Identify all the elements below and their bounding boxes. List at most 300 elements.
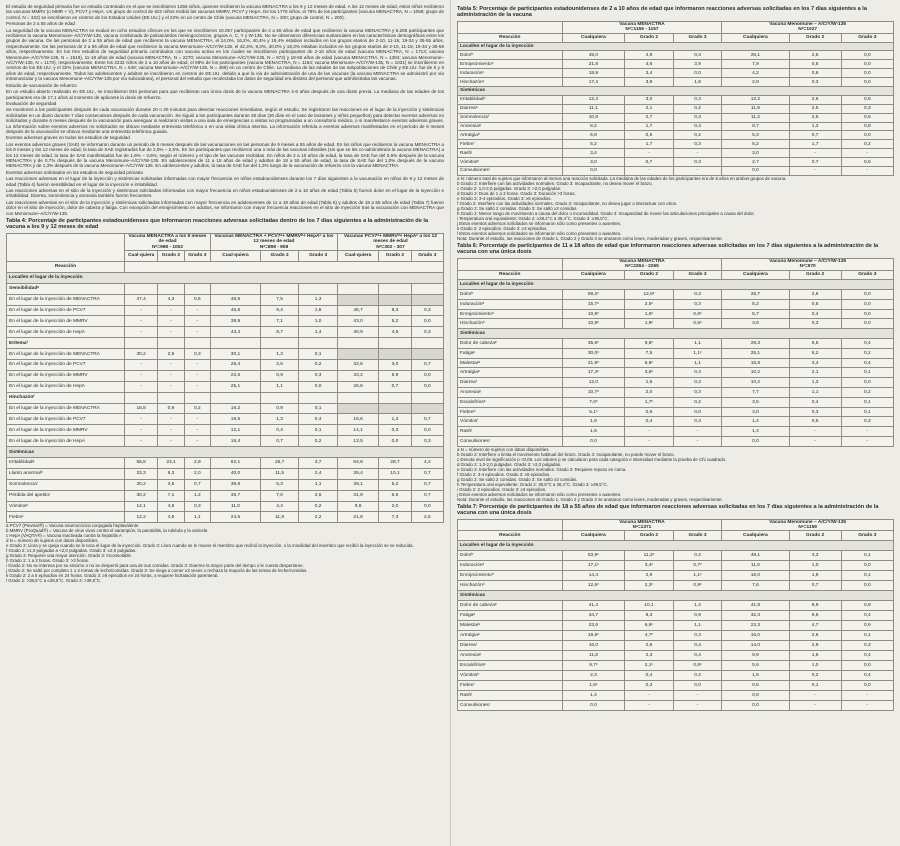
table-cell: 11,1: [562, 104, 625, 113]
row-label: Hinchazónᶜ: [458, 78, 563, 87]
table-row: [458, 611, 894, 621]
table-cell: 0,0: [841, 681, 893, 691]
table-cell: 39,4: [337, 468, 378, 479]
footnote: Nota: Durante el estudio, las reacciones de Grado 1, Grado 2 y Grado 3 se anotaron como leves, moderadas y graves, respectivamente.: [457, 496, 723, 502]
row-label: Artralgiaʰ: [458, 131, 563, 140]
table-cell: 0,2: [673, 551, 722, 561]
table-cell: [411, 349, 443, 360]
table-cell: 16,6: [337, 414, 378, 425]
table-cell: 6,2: [789, 348, 841, 358]
footnote: h Temperatura oral equivalente; Grado 2: 38,5°C a 38,4°C. Grado 3: ≥39,5°C.: [457, 481, 608, 487]
row-label: Convulsionesʲ: [458, 701, 563, 711]
t6-blank-head: [458, 258, 563, 270]
table-cell: -: [625, 691, 674, 701]
table-cell: 3,0: [722, 149, 789, 158]
table-cell: 21,8: [337, 512, 378, 523]
table-cell: 4,6: [379, 327, 411, 338]
table-cell: 0,4: [841, 339, 893, 349]
table-row: [7, 490, 444, 501]
table-cell: 8,7: [260, 327, 299, 338]
t6-groupB-head: [722, 258, 894, 270]
col-grade2: Grado 2: [789, 270, 841, 280]
section-label: Sistémicas: [458, 86, 894, 95]
t4-blank: [124, 261, 443, 272]
table-cell: 16,8: [124, 403, 157, 414]
table5-notes: [457, 176, 894, 241]
table-cell: 2,6: [625, 641, 674, 651]
table-cell: -: [841, 166, 893, 175]
table-cell: 26,6: [337, 381, 378, 392]
table-cell: 30,1: [211, 349, 261, 360]
table-cell: 10,1: [379, 468, 411, 479]
table-row: [7, 283, 444, 294]
row-label: En el lugar de la inyección de PCV7: [7, 359, 125, 370]
table-cell: 0,8: [722, 691, 789, 701]
table-cell: 9,8: [337, 501, 378, 512]
table-row: [458, 691, 894, 701]
row-label: En el lugar de la inyección de HepA: [7, 381, 125, 392]
table-row: [458, 104, 894, 113]
row-label: Induraciónᵈ: [458, 561, 563, 571]
table-cell: 25,7: [260, 457, 299, 468]
table-row: [7, 457, 444, 468]
table-cell: 0,6: [841, 95, 893, 104]
table-cell: -: [158, 414, 184, 425]
row-label: Irritabilidadᵍ: [7, 457, 125, 468]
table-cell: [158, 338, 184, 349]
col-grade3: Grado 3: [184, 251, 210, 262]
row-label: Fiebreⁱ: [458, 681, 563, 691]
t6-groupA-head: [562, 258, 722, 270]
table-cell: 1,5ᶜ: [562, 681, 625, 691]
table-cell: 1,6: [562, 427, 625, 437]
table-row: [7, 338, 444, 349]
table-cell: 33,2: [337, 370, 378, 381]
table-cell: 7,7: [722, 388, 789, 398]
table-cell: 4,2: [411, 457, 443, 468]
table-cell: -: [625, 701, 674, 711]
footnote: c Grado 2: 1,0-2,0 pulgadas. Grado 3: >2,0 pulgadas.: [457, 185, 562, 191]
table-cell: 38,9: [211, 316, 261, 327]
table-cell: 2,5: [789, 51, 841, 60]
col-any: Cualquiera: [562, 531, 625, 541]
table-cell: -: [124, 316, 157, 327]
table-cell: 35,7: [211, 490, 261, 501]
footnote: d Grado 2: Dura de 1 a 3 horas. Grado 3: Duración >3 horas.: [457, 190, 576, 196]
table-cell: 19,5: [211, 414, 261, 425]
table-cell: 45,7: [337, 305, 378, 316]
table-cell: 7,5: [260, 294, 299, 305]
table-cell: 0,3: [789, 319, 841, 329]
footnote: l Estos eventos adversos solicitados se informaron sólo como presentes o ausentes.: [457, 230, 622, 236]
table-cell: 0,0: [722, 701, 789, 711]
table-cell: 0,7: [789, 158, 841, 167]
table-cell: 8,3: [379, 305, 411, 316]
table-row: [7, 381, 444, 392]
table7: [457, 519, 894, 712]
table-cell: 4,4: [260, 501, 299, 512]
table-cell: 3,0: [562, 158, 625, 167]
row-label: Hinchazónᶠ: [7, 392, 125, 403]
table-cell: [379, 294, 411, 305]
col-grade3: Grado 3: [673, 270, 722, 280]
row-label: Sensibilidadᵉ: [7, 283, 125, 294]
table-cell: -: [625, 166, 674, 175]
row-label: Anorexiaᵍ: [458, 388, 563, 398]
table-cell: 0,2: [841, 388, 893, 398]
table-cell: 1,1: [789, 388, 841, 398]
table-cell: 0,0: [379, 436, 411, 447]
table-cell: 0,0: [841, 309, 893, 319]
table-cell: 4,3: [158, 294, 184, 305]
table-row: [458, 661, 894, 671]
intro-paragraph: Los eventos adversos graves (SAE) se informaron durante un periodo de 6 meses después de las vacunaciones en las personas de 9 meses a 55 años de edad. En los niños que recibieron la vacuna MENACTRA a los 9 meses y los 12 meses de edad, la tasa de SAE registrados fue de 2,0% – 2,5%. En los participantes que recibieron una o más de las vacunas infantiles (sin que se les co-administrara la vacuna MENACTRA) a los 12 meses de edad, la tasa de SAE manifestados fue de 1,6% – 3,6%, según el número y el tipo de las vacunas recibidas. En niños de 2 a 10 años de edad, la tasa de SAE fue del 0,6% después de la vacuna MENACTRA y de 0,7% después de la vacuna Menomune–A/C/Y/W-135. En adolescentes de 11 a 18 años de edad y adultos de 18 a 55 años de edad, la tasa de SAE fue del 1,0% después de la vacuna MENACTRA y de 1,3% después de la vacuna Menomune–A/C/Y/W-135. En adolescentes y adultos, la tasa de SAE fue del 1,3% luego de la vacunación de refuerzo con la vacuna MENACTRA.: [6, 141, 444, 169]
table-cell: 45,6: [211, 305, 261, 316]
table-row: [458, 397, 894, 407]
row-label: Dolorᵇ: [458, 290, 563, 300]
table-row: [7, 425, 444, 436]
row-label: Rashʲ: [458, 149, 563, 158]
col-any: Cual-quiera: [211, 251, 261, 262]
col-any: Cualquiera: [722, 531, 789, 541]
table-cell: 48,1: [722, 551, 789, 561]
table-cell: -: [184, 305, 210, 316]
table-row: [458, 60, 894, 69]
table-cell: 0,6: [625, 407, 674, 417]
table-cell: 2,0: [625, 388, 674, 398]
t7-groupB-n: Nᵃ=1159: [798, 525, 817, 531]
table-cell: 0,2: [184, 403, 210, 414]
table-cell: 1,7: [625, 122, 674, 131]
row-label: Vómitosᵏ: [7, 501, 125, 512]
table-row: [458, 299, 894, 309]
t4-blank-head: [7, 233, 125, 261]
table-cell: 2,5ᶜ: [625, 299, 674, 309]
table-row: [458, 309, 894, 319]
table-cell: -: [673, 427, 722, 437]
table-cell: [184, 392, 210, 403]
table-cell: 22,3: [722, 621, 789, 631]
table-cell: 0,4: [625, 671, 674, 681]
table-row: [458, 388, 894, 398]
footnote: i Temperatura oral equivalente; Grado 2: ≥38,4°C a 39,4°C. Grado 3: ≥39,5°C.: [457, 215, 609, 221]
table-row: [458, 158, 894, 167]
table-cell: 31,9: [337, 490, 378, 501]
table-cell: 3,6: [722, 319, 789, 329]
table-cell: 0,3: [673, 158, 722, 167]
table-cell: 4,7: [789, 621, 841, 631]
table-cell: 0,1: [299, 403, 338, 414]
table-cell: 12,1: [211, 425, 261, 436]
table-cell: [211, 392, 261, 403]
t5-blank-head: [458, 21, 563, 33]
table-cell: [379, 338, 411, 349]
table-cell: 14,1: [124, 501, 157, 512]
table-cell: 0,1: [841, 368, 893, 378]
table-cell: 8,7: [722, 122, 789, 131]
table-cell: 0,0: [841, 69, 893, 78]
col-any: Cualquiera: [722, 33, 789, 42]
col-grade2: Grado 2: [625, 531, 674, 541]
table-cell: 0,0: [673, 69, 722, 78]
t7-groupB: Vacuna Menomune – A/C/Y/W-135: [769, 519, 847, 525]
table-cell: 41,4: [562, 601, 625, 611]
intro-text: [6, 4, 444, 216]
table5-title: Tabla 5: Porcentaje de participantes estadounidenses de 2 a 10 años de edad que informaron reacciones adversas solicitadas en los 7 días siguientes a la administración de la vacuna: [457, 6, 867, 19]
row-label: Dolorᵇ: [458, 51, 563, 60]
table-cell: -: [673, 691, 722, 701]
table-cell: 4,9: [625, 51, 674, 60]
footnote: i Grado 2: No se interesa por su entorno o no se despertó para una de sus comidas. Grado 3: Duerme la mayor parte del tiempo o le cuesta despertarse.: [6, 563, 304, 569]
table-cell: -: [673, 149, 722, 158]
table-cell: -: [625, 437, 674, 447]
table-cell: 2,9: [625, 571, 674, 581]
table-row: [458, 368, 894, 378]
table-cell: 2,4: [299, 468, 338, 479]
row-label: Anorexiaᵍ: [458, 651, 563, 661]
table-cell: 16,4: [211, 436, 261, 447]
table-row: [7, 512, 444, 523]
table-cell: -: [158, 305, 184, 316]
t4-group3-head: [337, 233, 443, 250]
table-cell: 1,3: [260, 349, 299, 360]
footnote: b MMRV (ProQuad®) = Vacuna de virus vivos contra el sarampión, la parotiditis, la rubéola y la varicela: [6, 528, 208, 534]
table-cell: [299, 283, 338, 294]
table-cell: 0,7: [184, 479, 210, 490]
footnote: b Grado 2: Interfiere o limita el movimiento habitual del brazo. Grado 3: Incapacitante, no puede mover el brazo.: [457, 451, 675, 457]
table-cell: 0,6ᶜ: [673, 309, 722, 319]
table-cell: 0,0: [722, 166, 789, 175]
table-cell: 2,9: [789, 641, 841, 651]
table-cell: 2,6: [260, 359, 299, 370]
table-cell: 7,1: [158, 490, 184, 501]
table-cell: 0,2: [789, 671, 841, 681]
table-cell: 5,3: [260, 479, 299, 490]
table-cell: 25,1: [722, 348, 789, 358]
table-row: [7, 479, 444, 490]
table-row: [458, 122, 894, 131]
table-cell: 5,2: [722, 299, 789, 309]
table-cell: 1,4: [722, 417, 789, 427]
table-cell: 3,5: [158, 479, 184, 490]
section-label: Local/en el lugar de la inyección: [458, 42, 894, 51]
t5-body: [458, 42, 894, 175]
table-cell: 0,9: [673, 611, 722, 621]
table-cell: 3,0: [379, 359, 411, 370]
row-label: Dolorᵇ: [458, 551, 563, 561]
table-cell: 0,4: [625, 417, 674, 427]
row-label: En el lugar de la inyección de PCV7: [7, 414, 125, 425]
table6-title: Tabla 6: Porcentaje de participantes de 11 a 18 años de edad que informaron reacciones adversas solicitadas en los 7 días siguientes a la administración de la vacuna con una única dosis: [457, 242, 879, 256]
col-grade2: Grado 2: [379, 251, 411, 262]
footnote: c Denota nivel de significación p <0,05. Los valores p se calcularon para cada categoría e intensidad mediante la prueba de Chi cuadrado.: [457, 456, 727, 462]
table-cell: 0,6: [841, 158, 893, 167]
footnote: d N = número de sujetos con datos disponibles.: [6, 538, 99, 544]
table6: [457, 258, 894, 447]
t4-group2: Vacunas MENACTRA + PCV7ᵃ+ MMRVᵇ+ HepAᶜ a los 12 meses de edad: [214, 233, 334, 245]
table-cell: 59,2ᶜ: [562, 290, 625, 300]
row-label: Diarreaᵉ: [458, 104, 563, 113]
table-cell: 0,5: [789, 417, 841, 427]
right-page: [450, 0, 900, 846]
section-heading: Estudio de vacunación de refuerzo: [6, 82, 77, 88]
table-cell: [411, 403, 443, 414]
t4-group3-n: Nᵃ=302 - 307: [376, 244, 405, 250]
table-row: [458, 407, 894, 417]
table-cell: 15,7ᶜ: [562, 299, 625, 309]
table-cell: 0,1: [299, 425, 338, 436]
table-cell: 1,1: [673, 339, 722, 349]
row-label: Malestarᵉ: [458, 358, 563, 368]
table-cell: 32,6: [337, 359, 378, 370]
row-label: En el lugar de la inyección de MENACTRA: [7, 403, 125, 414]
col-grade2: Grado 2: [625, 270, 674, 280]
table-cell: -: [124, 381, 157, 392]
table-cell: 29,4: [211, 359, 261, 370]
section-row: [458, 42, 894, 51]
table-row: [7, 436, 444, 447]
table-cell: 6,6ᶜ: [625, 621, 674, 631]
section-row: [7, 272, 444, 283]
table-cell: 53,9ᶜ: [562, 551, 625, 561]
table-row: [458, 417, 894, 427]
table-cell: -: [673, 166, 722, 175]
table-cell: 0,9: [260, 370, 299, 381]
footnote: g Grado 2: Se saltó 2 comidas. Grado 3: Se saltó ≥3 comidas.: [457, 476, 578, 482]
section-heading: Evaluación de seguridad: [6, 100, 57, 106]
t6-groupA: Vacuna MENACTRA: [619, 258, 665, 264]
table-cell: 1,6ᶜ: [625, 309, 674, 319]
table-cell: 0,7: [411, 468, 443, 479]
table-cell: 0,0: [673, 407, 722, 417]
table-cell: 11,2: [722, 113, 789, 122]
table-cell: 1,1: [673, 358, 722, 368]
intro-paragraph: Se monitoreó a los participantes después de cada vacunación durante 20 o 30 minutos para detectar reacciones inmediatas, según el estudio. Se registraron las reacciones en el lugar de la inyección y sistémicas solicitadas en un diario durante 7 días consecutivos después de cada vacunación. Se siguió a los participantes durante 28 días (30 días en el caso de lactantes y niños pequeños) para detectar eventos adversos no solicitados y durante 6 meses después de la vacunación para averiguar si realizaron visitas a una sala de emergencias o visitas no programadas a un consultorio médico, o si manifestaron eventos adversos graves. La información sobre eventos adversos no solicitados se obtuvo mediante entrevista telefónica o en una visita clínica interina. La información referida a eventos adversos manifestados en el período de 6 meses después de la vacunación se obtuvo mediante una entrevista telefónica guiada.: [6, 107, 444, 134]
table-row: [458, 671, 894, 681]
table-row: [458, 140, 894, 149]
footnote: k Grado 2: 2 a 5 episodios en 24 horas. Grado 3: ≥6 episodios en 24 horas, o requiere hidratación parenteral.: [6, 573, 219, 579]
t7-groupA-head: [562, 519, 722, 531]
table-cell: -: [841, 691, 893, 701]
table-cell: 0,3: [673, 140, 722, 149]
t5-groupB-head: [722, 21, 894, 33]
table-cell: 16,0: [562, 641, 625, 651]
table-cell: 40,0: [211, 468, 261, 479]
t7-groupA: Vacuna MENACTRA: [619, 519, 665, 525]
row-label: Hinchazónᵈ: [458, 319, 563, 329]
row-label: Convulsionesʲ: [458, 437, 563, 447]
table-cell: 10,9ᶜ: [562, 309, 625, 319]
table-cell: 5,6: [722, 661, 789, 671]
table-cell: 0,2: [673, 397, 722, 407]
table-cell: 16,8: [722, 358, 789, 368]
table-cell: 0,6ᶜ: [673, 661, 722, 671]
table-cell: 35,6ᶜ: [562, 339, 625, 349]
table-cell: 0,0: [299, 381, 338, 392]
table-cell: 7,9: [722, 60, 789, 69]
table-cell: -: [184, 370, 210, 381]
table-cell: [211, 283, 261, 294]
table-row: [458, 78, 894, 87]
table-cell: 8,3: [625, 611, 674, 621]
t6-groupA-n: Nᵃ=2264 - 2265: [625, 264, 659, 270]
col-grade2: Grado 2: [789, 33, 841, 42]
table-cell: 2,7: [625, 113, 674, 122]
table-cell: 0,0: [722, 437, 789, 447]
table-cell: -: [158, 425, 184, 436]
table-cell: 2,0: [379, 501, 411, 512]
table-cell: 6,6: [789, 611, 841, 621]
footnote: a PCV7 (Prevnar®) = Vacuna neumocócica conjugada heptavalente: [6, 523, 139, 529]
table-row: [7, 392, 444, 403]
table-cell: 30,2: [124, 479, 157, 490]
table-cell: 6,5: [789, 339, 841, 349]
table-cell: 0,9ᶜ: [673, 581, 722, 591]
table-row: [458, 113, 894, 122]
table-cell: 0,3: [299, 370, 338, 381]
footnote: d Grado 2: 1,0-2,0 pulgadas. Grado 3: >2,0 pulgadas.: [457, 461, 562, 467]
table-cell: 10,7ᶜ: [562, 388, 625, 398]
table-row: [458, 631, 894, 641]
table-cell: 11,0: [722, 561, 789, 571]
row-label: Convulsionesˡ: [458, 166, 563, 175]
table-cell: 3,5: [722, 397, 789, 407]
table-cell: 0,3: [411, 305, 443, 316]
table-cell: 0,3: [841, 417, 893, 427]
table-cell: 1,3: [299, 294, 338, 305]
table-cell: 0,8: [841, 122, 893, 131]
intro-paragraph: Las reacciones adversas en el sitio de la inyección y sistémicas solicitadas informadas con mayor frecuencia en adolescentes de 11 a 18 años de edad (Tabla 6) y adultos de 18 a 55 años de edad (Tabla 7) fueron dolor en el sitio de inyección, dolor de cabeza y fatiga. Con excepción del enrojecimiento en adultos, se informaron con mayor frecuencia reacciones en el sitio de inyección tras la vacunación con MENACTRA que con Menomune–A/C/Y/W-135.: [6, 199, 444, 216]
table-cell: 62,1: [211, 457, 261, 468]
table-cell: 0,0: [411, 425, 443, 436]
col-grade3: Grado 3: [841, 33, 893, 42]
table-cell: 0,3: [789, 407, 841, 417]
table-row: [458, 149, 894, 158]
table-cell: 8,9: [789, 601, 841, 611]
table-cell: 48,5: [211, 294, 261, 305]
table-cell: 3,0: [625, 95, 674, 104]
section-label: Local/en el lugar de la inyección: [458, 541, 894, 551]
table-cell: 0,5: [841, 113, 893, 122]
table-cell: 37,4: [124, 294, 157, 305]
table-cell: 3,3: [789, 551, 841, 561]
footnote: i Grado 2: 2 episodios. Grado 3: ≥3 episodios.: [457, 486, 547, 492]
table-cell: [260, 338, 299, 349]
table-cell: 4,5: [158, 512, 184, 523]
row-label: Diarreaᶠ: [458, 378, 563, 388]
t5-groupA: Vacuna MENACTRA: [619, 21, 665, 27]
table-cell: 0,0: [841, 131, 893, 140]
section-row: [458, 591, 894, 601]
table-cell: 0,5ᶜ: [673, 319, 722, 329]
col-reaction: Reacción: [458, 531, 563, 541]
table-cell: 6,5: [379, 490, 411, 501]
col-grade3: Grado 3: [841, 270, 893, 280]
table-row: [458, 166, 894, 175]
footnote: k Grado 2: 2 episodios. Grado 3: ≥3 episodios.: [457, 225, 548, 231]
table-cell: 0,4: [673, 651, 722, 661]
footnote: h Grado 2: Menor rango de movimiento a causa del dolor o incomodidad. Grado 3: Incapacidad de mover las articulaciones principales a causa del dolor.: [457, 210, 755, 216]
table-cell: 1,6: [625, 378, 674, 388]
footnote: e Grado 2: Llora y se queja cuando se le toca el lugar de la inyección. Grado 3: Llora cuando se le mueve el miembro que recibió la inyección, o la movilidad del miembro que recibió la inyección se ve reducida.: [6, 543, 414, 549]
table-cell: 4,2: [722, 69, 789, 78]
row-label: Artralgiaᵉ: [458, 368, 563, 378]
table-cell: [337, 338, 378, 349]
table-cell: 0,7: [625, 158, 674, 167]
table-cell: 0,7: [411, 359, 443, 370]
table-cell: 10,2: [722, 378, 789, 388]
col-reaction: Reacción: [458, 33, 563, 42]
